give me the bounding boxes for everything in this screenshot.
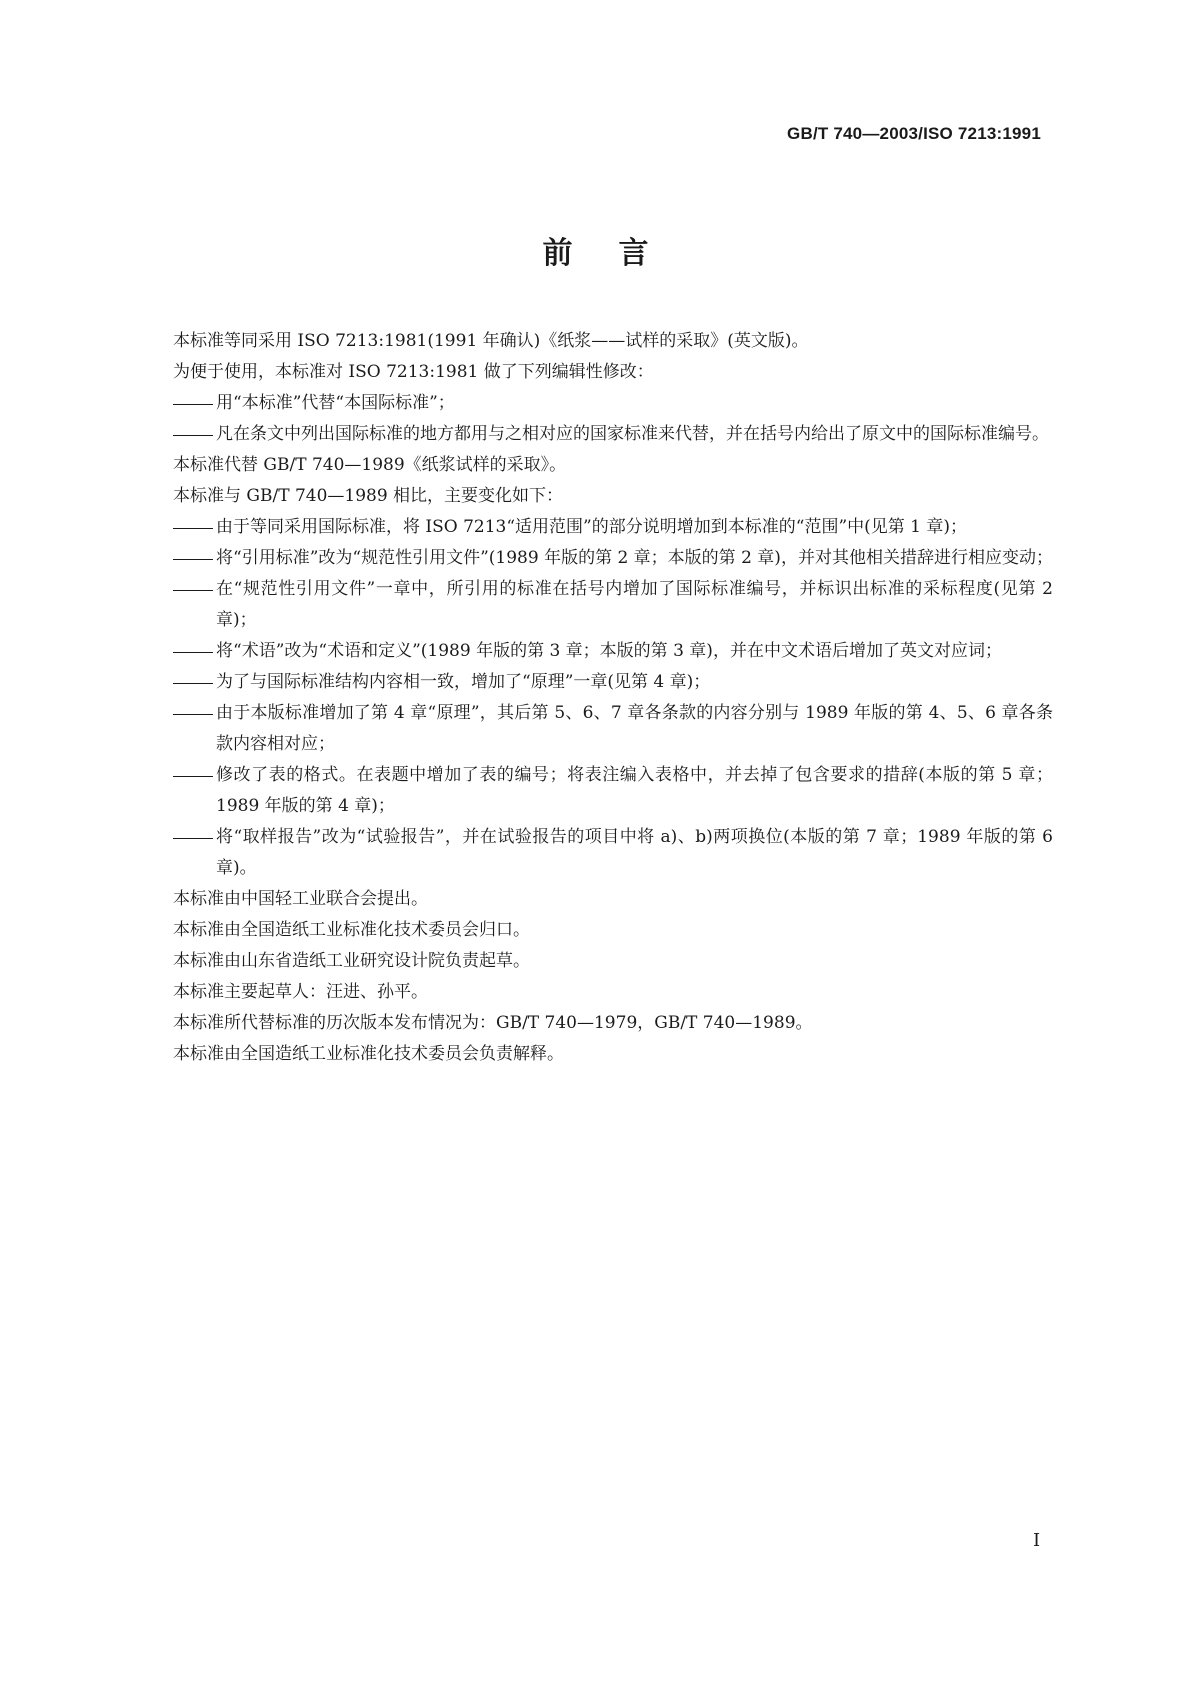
list-item [173, 574, 1053, 636]
list-item [173, 543, 1053, 574]
list-item-text: 将“取样报告”改为“试验报告”，并在试验报告的项目中将 a)、b)两项换位(本版的第 7 章；1989 年版的第 6 章)。 [216, 827, 1053, 878]
list-item [173, 636, 1053, 667]
list-item-text: 用“本标准”代替“本国际标准”； [216, 393, 455, 413]
list-item-text: 将“引用标准”改为“规范性引用文件”(1989 年版的第 2 章；本版的第 2 章)，并对其他相关措辞进行相应变动； [216, 548, 1053, 568]
list-item-text: 在“规范性引用文件”一章中，所引用的标准在括号内增加了国际标准编号，并标识出标准的采标程度(见第 2 章)； [216, 579, 1053, 630]
list-item-text: 将“术语”改为“术语和定义”(1989 年版的第 3 章；本版的第 3 章)，并在中文术语后增加了英文对应词； [216, 641, 1002, 661]
paragraph: 本标准代替 GB/T 740—1989《纸浆试样的采取》。 [173, 455, 567, 475]
list-item [173, 698, 1053, 760]
list-item-text: 修改了表的格式。在表题中增加了表的编号；将表注编入表格中，并去掉了包含要求的措辞(本版的第 5 章；1989 年版的第 4 章)； [216, 765, 1053, 816]
paragraph: 本标准由山东省造纸工业研究设计院负责起草。 [173, 951, 530, 971]
list-item-text: 为了与国际标准结构内容相一致，增加了“原理”一章(见第 4 章)； [216, 672, 711, 692]
foreword-body [173, 326, 1053, 1070]
standard-code: GB/T 740—2003/ISO 7213:1991 [787, 124, 1041, 143]
list-item [173, 760, 1053, 822]
list-item [173, 822, 1053, 884]
paragraph: 为便于使用，本标准对 ISO 7213:1981 做了下列编辑性修改： [173, 362, 654, 382]
list-item [173, 667, 1053, 698]
list-item [173, 388, 1053, 419]
list-item [173, 419, 1053, 450]
paragraph: 本标准由全国造纸工业标准化技术委员会归口。 [173, 920, 530, 940]
paragraph: 本标准所代替标准的历次版本发布情况为：GB/T 740—1979，GB/T 740—1989。 [173, 1013, 813, 1033]
page-title: 前言 [542, 236, 695, 271]
paragraph: 本标准等同采用 ISO 7213:1981(1991 年确认)《纸浆——试样的采取》(英文版)。 [173, 331, 809, 351]
list-item-text: 凡在条文中列出国际标准的地方都用与之相对应的国家标准来代替，并在括号内给出了原文中的国际标准编号。 [216, 424, 1049, 444]
list-item-text: 由于等同采用国际标准，将 ISO 7213“适用范围”的部分说明增加到本标准的“范围”中(见第 1 章)； [216, 517, 968, 537]
paragraph: 本标准与 GB/T 740—1989 相比，主要变化如下： [173, 486, 564, 506]
page-number: I [1033, 1530, 1041, 1551]
paragraph: 本标准由全国造纸工业标准化技术委员会负责解释。 [173, 1044, 564, 1064]
paragraph: 本标准主要起草人：汪进、孙平。 [173, 982, 428, 1002]
list-item-text: 由于本版标准增加了第 4 章“原理”，其后第 5、6、7 章各条款的内容分别与 1989 年版的第 4、5、6 章各条款内容相对应； [216, 703, 1053, 754]
paragraph: 本标准由中国轻工业联合会提出。 [173, 889, 428, 909]
list-item [173, 512, 1053, 543]
